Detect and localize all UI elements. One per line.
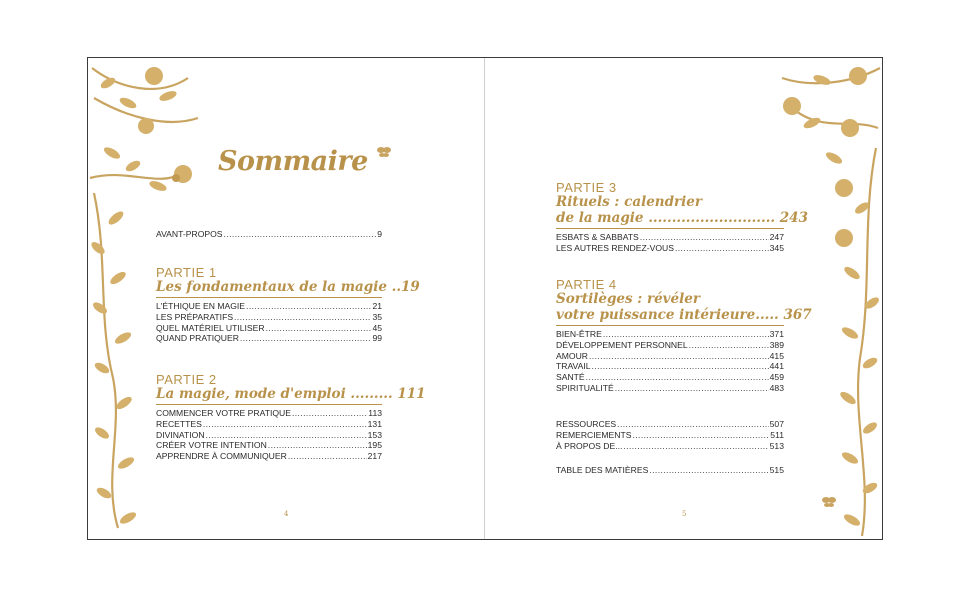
left-floral-vine: [88, 58, 208, 538]
toc-entry[interactable]: LES AUTRES RENDEZ-VOUS ..... 345: [556, 243, 784, 254]
page-title: Sommaire: [218, 146, 368, 177]
part-4-title-line-1: Sortilèges : révéler: [556, 291, 700, 307]
toc-entry[interactable]: ESBATS & SABBATS ..... 247: [556, 232, 784, 243]
part-2-heading: PARTIE 2: [156, 372, 217, 387]
part-1-heading: PARTIE 1: [156, 265, 217, 280]
table-des-matieres-entry: [556, 465, 784, 476]
toc-entry[interactable]: CRÉER VOTRE INTENTION ..... 195: [156, 440, 382, 451]
part-1-rule: [156, 297, 382, 298]
page-number-left: 4: [284, 510, 289, 518]
part-2-rule: [156, 404, 382, 405]
toc-entry[interactable]: RESSOURCES ..... 507: [556, 419, 784, 430]
butterfly-icon: [376, 144, 392, 160]
left-page: [88, 58, 484, 539]
toc-entry[interactable]: À PROPOS DE... ..... 513: [556, 441, 784, 452]
page-number-right: 5: [682, 510, 687, 518]
toc-entry[interactable]: RECETTES ..... 131: [156, 419, 382, 430]
toc-entry[interactable]: SANTÉ ..... 459: [556, 372, 784, 383]
toc-entry[interactable]: QUEL MATÉRIEL UTILISER ..... 45: [156, 323, 382, 334]
part-4-heading: PARTIE 4: [556, 277, 617, 292]
toc-entry[interactable]: L'ÉTHIQUE EN MAGIE ..... 21: [156, 301, 382, 312]
toc-entry[interactable]: COMMENCER VOTRE PRATIQUE ..... 113: [156, 408, 382, 419]
part-3-heading: PARTIE 3: [556, 180, 617, 195]
part-3-entries: [556, 232, 784, 254]
part-3-title-line-2: de la magie ........................... 243: [556, 210, 808, 226]
toc-entry[interactable]: AMOUR ..... 415: [556, 351, 784, 362]
part-3-title-line-1: Rituels : calendrier: [556, 194, 702, 210]
toc-entry[interactable]: DÉVELOPPEMENT PERSONNEL ..... 389: [556, 340, 784, 351]
part-3-rule: [556, 228, 784, 229]
toc-entry[interactable]: REMERCIEMENTS ..... 511: [556, 430, 784, 441]
toc-entry[interactable]: BIEN-ÊTRE ..... 371: [556, 329, 784, 340]
toc-entry[interactable]: TABLE DES MATIÈRES ..... 515: [556, 465, 784, 476]
part-2-title: La magie, mode d'emploi ......... 111: [156, 386, 426, 402]
part-4-title-line-2: votre puissance intérieure..... 367: [556, 307, 812, 323]
back-matter-entries: [556, 419, 784, 451]
toc-entry[interactable]: SPIRITUALITÉ ..... 483: [556, 383, 784, 394]
part-1-entries: [156, 301, 382, 344]
toc-entry[interactable]: APPRENDRE À COMMUNIQUER ..... 217: [156, 451, 382, 462]
book-spread: [87, 57, 883, 540]
avant-propos-entry: AVANT-PROPOS ..... 9: [156, 229, 382, 240]
part-1-title: Les fondamentaux de la magie ..19: [156, 279, 420, 295]
part-4-rule: [556, 325, 784, 326]
right-floral-vine: [772, 58, 882, 538]
butterfly-icon: [821, 494, 837, 510]
toc-entry[interactable]: LES PRÉPARATIFS ..... 35: [156, 312, 382, 323]
right-page: [485, 58, 882, 539]
part-2-entries: [156, 408, 382, 462]
toc-entry[interactable]: TRAVAIL ..... 441: [556, 361, 784, 372]
toc-entry[interactable]: DIVINATION ..... 153: [156, 430, 382, 441]
part-4-entries: [556, 329, 784, 394]
toc-entry[interactable]: QUAND PRATIQUER ..... 99: [156, 333, 382, 344]
